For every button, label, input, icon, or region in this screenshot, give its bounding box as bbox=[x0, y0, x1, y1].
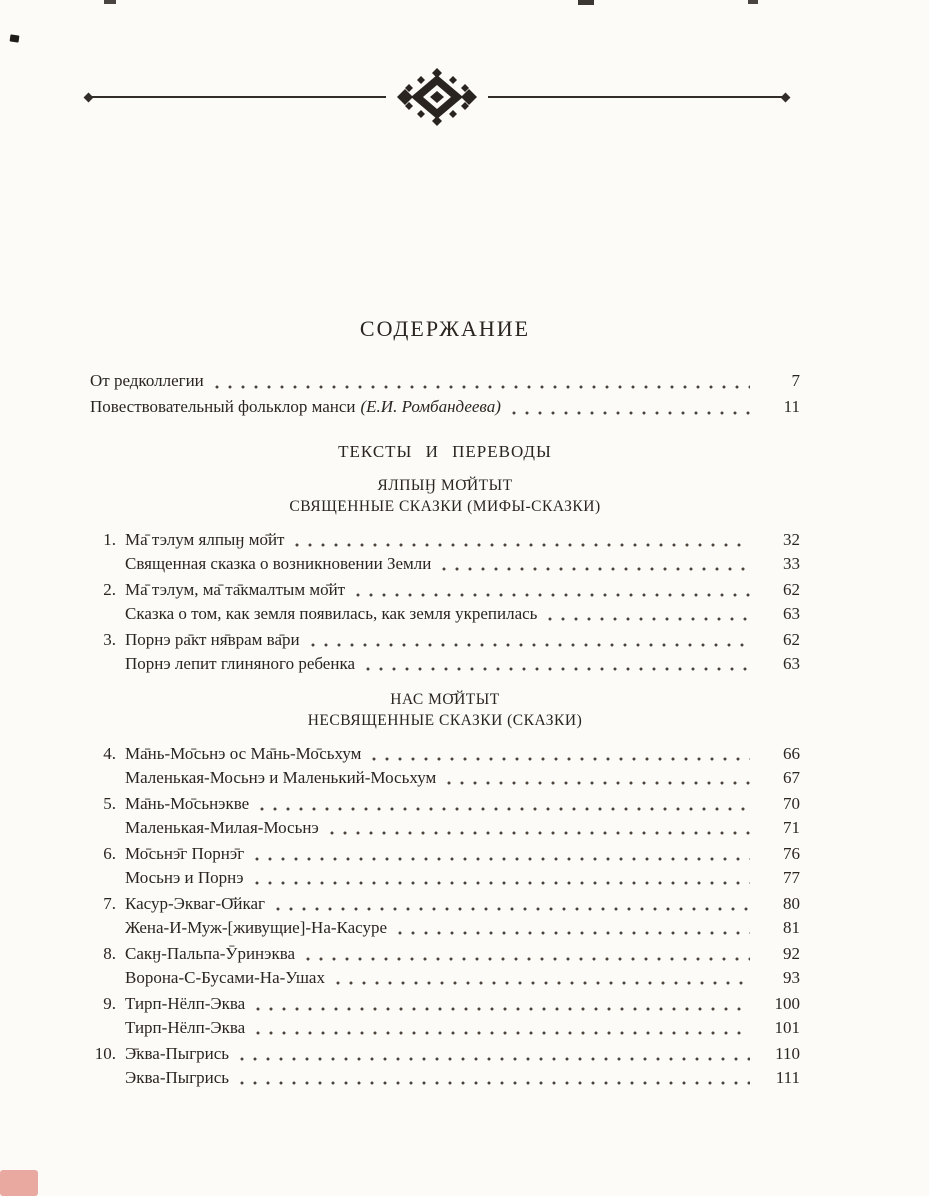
entry-page-number: 7 bbox=[791, 371, 800, 390]
dot-leader bbox=[330, 831, 750, 835]
entry-title-translation: Священная сказка о возникновении Земли bbox=[125, 554, 432, 573]
toc-row bbox=[90, 394, 800, 420]
entry-title-original: Ма̄нь-Мо̄сьнэкве bbox=[125, 794, 250, 813]
toc-row bbox=[90, 766, 800, 790]
dot-leader bbox=[215, 385, 750, 389]
dot-leader bbox=[512, 411, 750, 415]
entry-page-number: 80 bbox=[783, 894, 800, 913]
entry-page-number: 71 bbox=[783, 818, 800, 837]
toc-row bbox=[90, 966, 800, 990]
toc-row bbox=[90, 368, 800, 394]
dot-leader bbox=[372, 757, 750, 761]
dot-leader bbox=[442, 567, 750, 571]
entry-title-original: Тирп-Нёлп-Эква bbox=[125, 994, 246, 1013]
dot-leader bbox=[256, 1007, 750, 1011]
dot-leader bbox=[295, 543, 750, 547]
entry-title: Повествовательный фольклор манси bbox=[90, 397, 356, 416]
subsection-heading-russian: НЕСВЯЩЕННЫЕ СКАЗКИ (СКАЗКИ) bbox=[307, 712, 583, 729]
entry-title-translation: Маленькая-Мосьнэ и Маленький-Мосьхум bbox=[125, 768, 437, 787]
rule-end-diamond-icon bbox=[781, 92, 791, 102]
entry-title-original: Сакӈ-Пальпа-Ӯринэква bbox=[125, 944, 296, 963]
entry-title-original: Э̄ква-Пыгрись bbox=[125, 1044, 230, 1063]
entry-page-number: 62 bbox=[783, 580, 800, 599]
entry-title: От редколлегии bbox=[90, 371, 204, 390]
dot-leader bbox=[255, 857, 750, 861]
entry-title-translation: Порнэ лепит глиняного ребенка bbox=[125, 654, 355, 673]
toc-entry bbox=[90, 842, 800, 890]
toc-row bbox=[90, 552, 800, 576]
horizontal-rule bbox=[92, 96, 386, 98]
dot-leader bbox=[311, 643, 750, 647]
toc-row bbox=[90, 652, 800, 676]
toc-row bbox=[90, 942, 800, 966]
subsection-heading-mansi: ЯЛПЫӇ МО̄ЙТЫТ bbox=[377, 477, 513, 494]
entry-number: 2. bbox=[103, 580, 116, 599]
entry-page-number: 110 bbox=[775, 1044, 800, 1063]
dot-leader bbox=[240, 1081, 750, 1085]
dot-leader bbox=[255, 881, 750, 885]
entry-title-translation: Тирп-Нёлп-Эква bbox=[125, 1018, 246, 1037]
entry-number: 9. bbox=[103, 994, 116, 1013]
entry-number: 5. bbox=[103, 794, 116, 813]
entry-number: 3. bbox=[103, 630, 116, 649]
dot-leader bbox=[306, 957, 750, 961]
toc-entry bbox=[90, 892, 800, 940]
entry-title-translation: Сказка о том, как земля появилась, как земля укрепилась bbox=[125, 604, 538, 623]
entry-title-original: Ма̄ тэлум ялпыӈ мо̄йт bbox=[125, 530, 285, 549]
section-title: ТЕКСТЫ И ПЕРЕВОДЫ bbox=[338, 442, 552, 461]
scan-artifact bbox=[578, 0, 594, 5]
entry-number: 4. bbox=[103, 744, 116, 763]
entry-number: 1. bbox=[103, 530, 116, 549]
entry-page-number: 70 bbox=[783, 794, 800, 813]
entry-title-original: Ма̄нь-Мо̄сьнэ ос Ма̄нь-Мо̄сьхум bbox=[125, 744, 362, 763]
entry-number: 7. bbox=[103, 894, 116, 913]
dot-leader bbox=[336, 981, 750, 985]
toc-row bbox=[90, 916, 800, 940]
entry-page-number: 67 bbox=[783, 768, 800, 787]
toc-row bbox=[90, 1016, 800, 1040]
ornament-rosette-icon bbox=[391, 68, 483, 126]
toc-row bbox=[90, 1042, 800, 1066]
entry-page-number: 100 bbox=[774, 994, 800, 1013]
entry-title-original: Порнэ ра̄кт ня̄врам ва̄ри bbox=[125, 630, 300, 649]
horizontal-rule bbox=[488, 96, 782, 98]
toc-row bbox=[90, 578, 800, 602]
entry-title-translation: Ворона-С-Бусами-На-Ушах bbox=[125, 968, 325, 987]
entry-list bbox=[90, 528, 800, 676]
entry-title-translation: Мосьнэ и Порнэ bbox=[125, 868, 244, 887]
entry-page-number: 32 bbox=[783, 530, 800, 549]
entry-page-number: 66 bbox=[783, 744, 800, 763]
entry-title-original: Касур-Экваг-О̄йкаг bbox=[125, 894, 266, 913]
entry-title-original: Ма̄ тэлум, ма̄ та̄кмалтым мо̄йт bbox=[125, 580, 346, 599]
table-of-contents bbox=[90, 316, 800, 1092]
toc-entry bbox=[90, 1042, 800, 1090]
dot-leader bbox=[366, 667, 750, 671]
toc-row bbox=[90, 528, 800, 552]
toc-row bbox=[90, 842, 800, 866]
header-ornament bbox=[85, 68, 789, 126]
dot-leader bbox=[548, 617, 750, 621]
entry-author: (Е.И. Ромбандеева) bbox=[360, 397, 501, 416]
entry-page-number: 33 bbox=[783, 554, 800, 573]
toc-entry bbox=[90, 528, 800, 576]
dot-leader bbox=[276, 907, 750, 911]
toc-entry bbox=[90, 992, 800, 1040]
toc-entry bbox=[90, 578, 800, 626]
toc-row bbox=[90, 816, 800, 840]
entry-page-number: 77 bbox=[783, 868, 800, 887]
toc-entry bbox=[90, 942, 800, 990]
toc-entry bbox=[90, 628, 800, 676]
entry-title-translation: Маленькая-Милая-Мосьнэ bbox=[125, 818, 319, 837]
entry-page-number: 63 bbox=[783, 604, 800, 623]
scan-artifact bbox=[748, 0, 758, 4]
subsection-heading-mansi: НАС МО̄ЙТЫТ bbox=[390, 691, 500, 708]
entry-title-original: Мо̄сьнэ̄г Порнэ̄г bbox=[125, 844, 245, 863]
toc-row bbox=[90, 602, 800, 626]
toc-row bbox=[90, 866, 800, 890]
toc-entry bbox=[90, 792, 800, 840]
entry-page-number: 62 bbox=[783, 630, 800, 649]
entry-page-number: 92 bbox=[783, 944, 800, 963]
dot-leader bbox=[260, 807, 750, 811]
toc-row bbox=[90, 992, 800, 1016]
toc-row bbox=[90, 892, 800, 916]
dot-leader bbox=[240, 1057, 750, 1061]
entry-page-number: 101 bbox=[774, 1018, 800, 1037]
entry-title-translation: Эква-Пыгрись bbox=[125, 1068, 230, 1087]
page-title: СОДЕРЖАНИЕ bbox=[359, 316, 531, 341]
toc-row bbox=[90, 628, 800, 652]
entry-page-number: 81 bbox=[783, 918, 800, 937]
rule-end-diamond-icon bbox=[84, 92, 94, 102]
entry-title-translation: Жена-И-Муж-[живущие]-На-Касуре bbox=[125, 918, 388, 937]
scan-artifact bbox=[104, 0, 116, 4]
toc-row bbox=[90, 1066, 800, 1090]
dot-leader bbox=[447, 781, 750, 785]
entry-page-number: 11 bbox=[783, 397, 800, 416]
entry-number: 8. bbox=[103, 944, 116, 963]
dot-leader bbox=[356, 593, 750, 597]
toc-preamble bbox=[90, 368, 800, 420]
subsection-heading-russian: СВЯЩЕННЫЕ СКАЗКИ (МИФЫ-СКАЗКИ) bbox=[289, 498, 601, 515]
toc-entry bbox=[90, 742, 800, 790]
entry-page-number: 93 bbox=[783, 968, 800, 987]
dot-leader bbox=[256, 1031, 750, 1035]
entry-page-number: 76 bbox=[783, 844, 800, 863]
scan-artifact bbox=[10, 34, 20, 42]
entry-number: 10. bbox=[94, 1044, 116, 1063]
entry-list bbox=[90, 742, 800, 1090]
toc-row bbox=[90, 742, 800, 766]
scan-artifact bbox=[0, 1170, 38, 1196]
entry-page-number: 63 bbox=[783, 654, 800, 673]
toc-row bbox=[90, 792, 800, 816]
entry-page-number: 111 bbox=[775, 1068, 800, 1087]
entry-number: 6. bbox=[103, 844, 116, 863]
dot-leader bbox=[398, 931, 750, 935]
